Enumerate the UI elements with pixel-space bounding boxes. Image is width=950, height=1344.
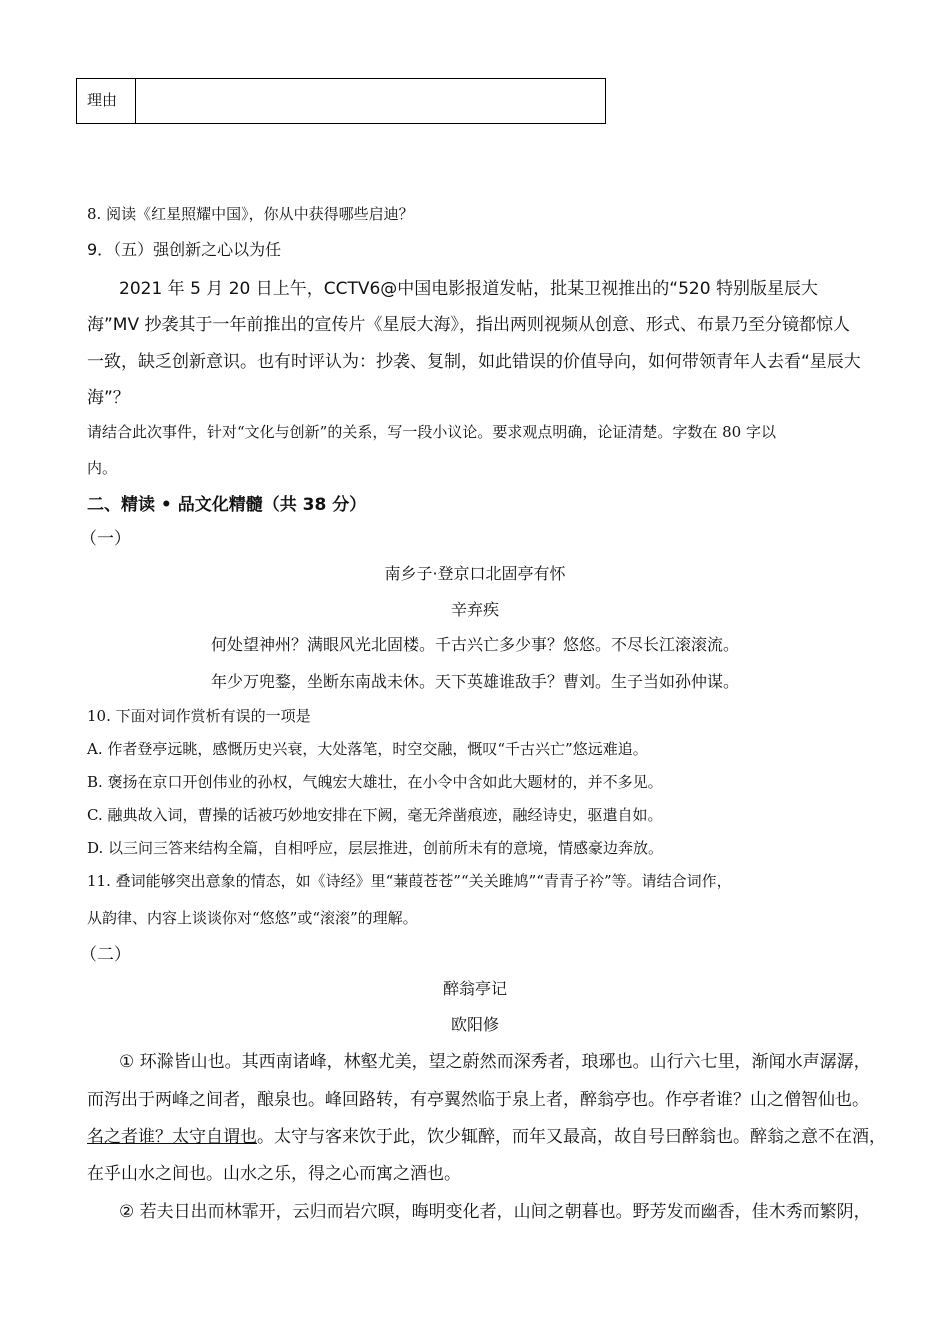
question-9-heading: 9．（五）强创新之心以为任 [87, 240, 282, 259]
question-11-line: 11. 叠词能够突出意象的情态，如《诗经》里“蒹葭苍苍”“关关雎鸠”“青青子衿”等。请结合词作， [87, 872, 732, 890]
answer-table-row [76, 78, 606, 124]
poem-author: 辛弃疾 [450, 600, 499, 619]
question-10-stem: 10. 下面对词作赏析有误的一项是 [87, 707, 311, 725]
prose-line-rest: 。太守与客来饮于此，饮少辄醉，而年又最高，故自号曰醉翁也。醉翁之意不在酒， [257, 1127, 886, 1147]
question-8: 8. 阅读《红星照耀中国》，你从中获得哪些启迪？ [87, 205, 414, 223]
prose-line: 在乎山水之间也。山水之乐，得之心而寓之酒也。 [87, 1164, 461, 1184]
q9-task-line: 请结合此次事件，针对“文化与创新”的关系，写一段小议论。要求观点明确，论证清楚。字数在 80 字以 [87, 423, 776, 441]
prose-line: ① 环滁皆山也。其西南诸峰，林壑尤美，望之蔚然而深秀者，琅琊也。山行六七里，渐闻水声潺潺， [119, 1052, 871, 1072]
q10-option-b: B. 褒扬在京口开创伟业的孙权，气魄宏大雄壮，在小令中含如此大题材的，并不多见。 [87, 773, 663, 791]
underlined-sentence: 名之者谁？太守自谓也 [87, 1127, 257, 1147]
poem-title: 南乡子·登京口北固亭有怀 [384, 564, 566, 583]
question-11-line: 从韵律、内容上谈谈你对“悠悠”或“滚滚”的理解。 [87, 909, 418, 927]
q9-para-line: 2021 年 5 月 20 日上午，CCTV6@中国电影报道发帖，批某卫视推出的“520 特别版星辰大 [119, 279, 818, 299]
prose-title: 醉翁亭记 [442, 979, 507, 998]
poem-line: 何处望神州？满眼风光北固楼。千古兴亡多少事？悠悠。不尽长江滚滚流。 [210, 635, 739, 654]
part-2-label: （二） [80, 945, 131, 965]
section-2-heading: 二、精读 • 品文化精髓（共 38 分） [87, 495, 367, 515]
q10-option-c: C. 融典故入词，曹操的话被巧妙地安排在下阙，毫无斧凿痕迹，融经诗史，驱遣自如。 [87, 806, 663, 824]
q10-option-a: A. 作者登亭远眺，感慨历史兴衰，大处落笔，时空交融，慨叹“千古兴亡”悠远难追。 [87, 740, 648, 758]
poem-line: 年少万兜鍪，坐断东南战未休。天下英雄谁敌手？曹刘。生子当如孙仲谋。 [210, 672, 739, 691]
q9-para-line: 海”MV 抄袭其于一年前推出的宣传片《星辰大海》，指出两则视频从创意、形式、布景乃至分镜都惊人 [87, 315, 851, 335]
part-1-label: （一） [80, 529, 131, 549]
reason-label: 理由 [77, 79, 136, 123]
prose-line: 而泻出于两峰之间者，酿泉也。峰回路转，有亭翼然临于泉上者，醉翁亭也。作亭者谁？山之僧智仙也。 [87, 1090, 869, 1110]
q9-para-line: 海”？ [87, 388, 130, 408]
reason-answer-cell[interactable] [136, 79, 605, 123]
q10-option-d: D. 以三问三答来结构全篇，自相呼应，层层推进，创前所未有的意境，情感豪边奔放。 [87, 839, 664, 857]
prose-line [87, 1122, 886, 1147]
q9-task-line: 内。 [87, 459, 118, 477]
prose-line: ② 若夫日出而林霏开，云归而岩穴暝，晦明变化者，山间之朝暮也。野芳发而幽香，佳木秀而繁阴， [119, 1202, 871, 1222]
q9-para-line: 一致，缺乏创新意识。也有时评认为：抄袭、复制，如此错误的价值导向，如何带领青年人去看“星辰大 [87, 352, 861, 372]
prose-author: 欧阳修 [450, 1015, 499, 1034]
